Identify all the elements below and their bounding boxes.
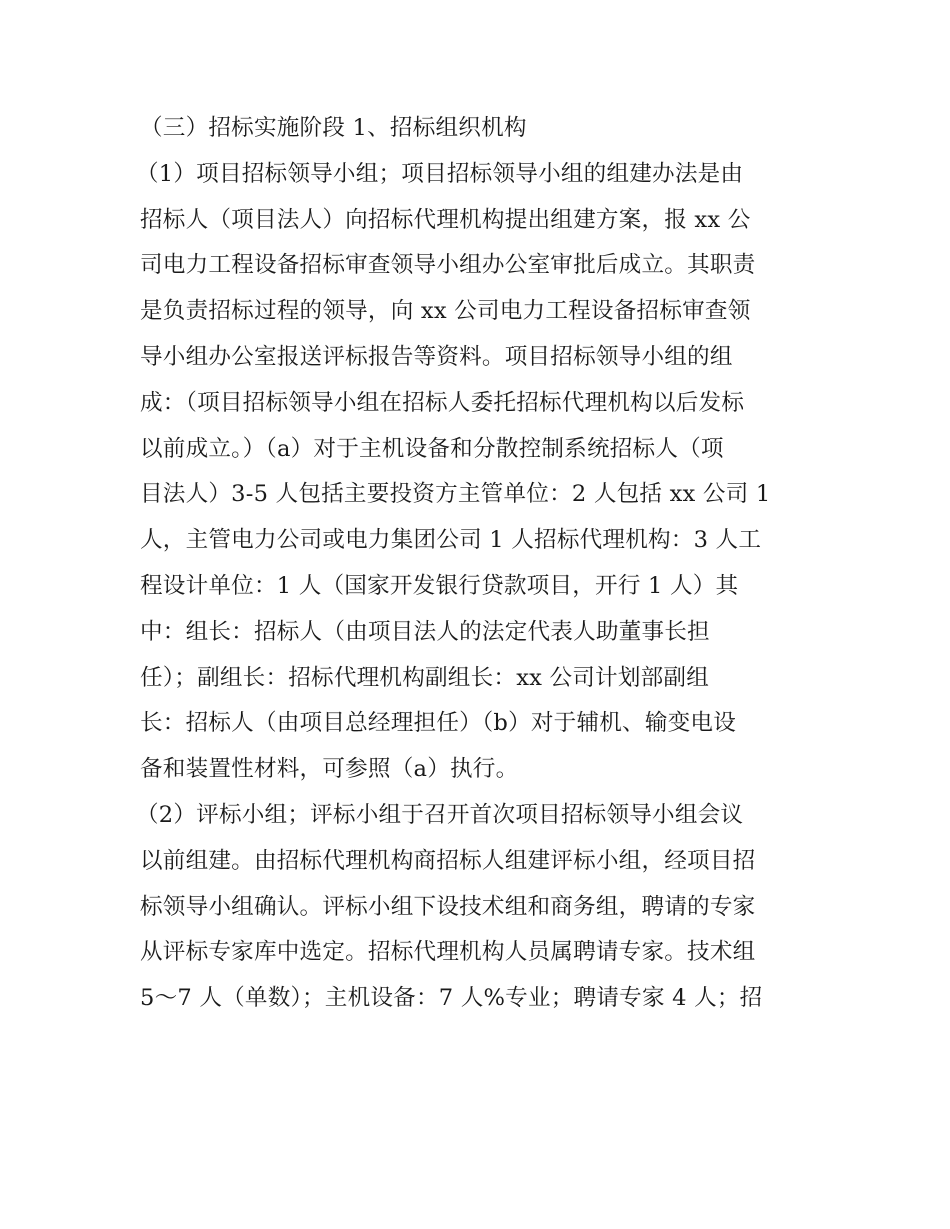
document-body	[136, 106, 820, 1022]
text-line: 中：组长：招标人（由项目法人的法定代表人助董事长担	[140, 618, 710, 645]
text-line: 目法人）3-5 人包括主要投资方主管单位：2 人包括 xx 公司 1	[140, 481, 771, 508]
text-line: 招标人（项目法人）向招标代理机构提出组建方案，报 xx 公	[140, 206, 751, 233]
text-line: 以前成立。）（a）对于主机设备和分散控制系统招标人（项	[140, 435, 724, 462]
text-line: 标领导小组确认。评标小组下设技术组和商务组，聘请的专家	[140, 893, 756, 920]
text-line: 人，主管电力公司或电力集团公司 1 人招标代理机构：3 人工	[140, 527, 762, 554]
text-line: 成：（项目招标领导小组在招标人委托招标代理机构以后发标	[140, 389, 745, 416]
text-line: 程设计单位：1 人（国家开发银行贷款项目，开行 1 人）其	[140, 572, 739, 599]
text-line: 备和装置性材料，可参照（a）执行。	[140, 756, 519, 783]
text-line: （三）招标实施阶段 1、招标组织机构	[140, 115, 527, 141]
text-line: 是负责招标过程的领导，向 xx 公司电力工程设备招标审查领	[140, 298, 751, 325]
text-line: 导小组办公室报送评标报告等资料。项目招标领导小组的组	[140, 343, 733, 370]
text-line: 长：招标人（由项目总经理担任）（b）对于辅机、输变电设	[140, 710, 737, 737]
text-line: （2）评标小组；评标小组于召开首次项目招标领导小组会议	[136, 801, 744, 828]
text-line: 5～7 人（单数）；主机设备：7 人%专业；聘请专家 4 人；招	[140, 985, 763, 1012]
text-line: 任）；副组长：招标代理机构副组长：xx 公司计划部副组	[140, 664, 710, 691]
text-line: 从评标专家库中选定。招标代理机构人员属聘请专家。技术组	[140, 939, 756, 966]
text-line: 司电力工程设备招标审查领导小组办公室审批后成立。其职责	[140, 252, 756, 279]
text-line: （1）项目招标领导小组；项目招标领导小组的组建办法是由	[136, 160, 744, 187]
text-line: 以前组建。由招标代理机构商招标人组建评标小组，经项目招	[140, 847, 756, 874]
